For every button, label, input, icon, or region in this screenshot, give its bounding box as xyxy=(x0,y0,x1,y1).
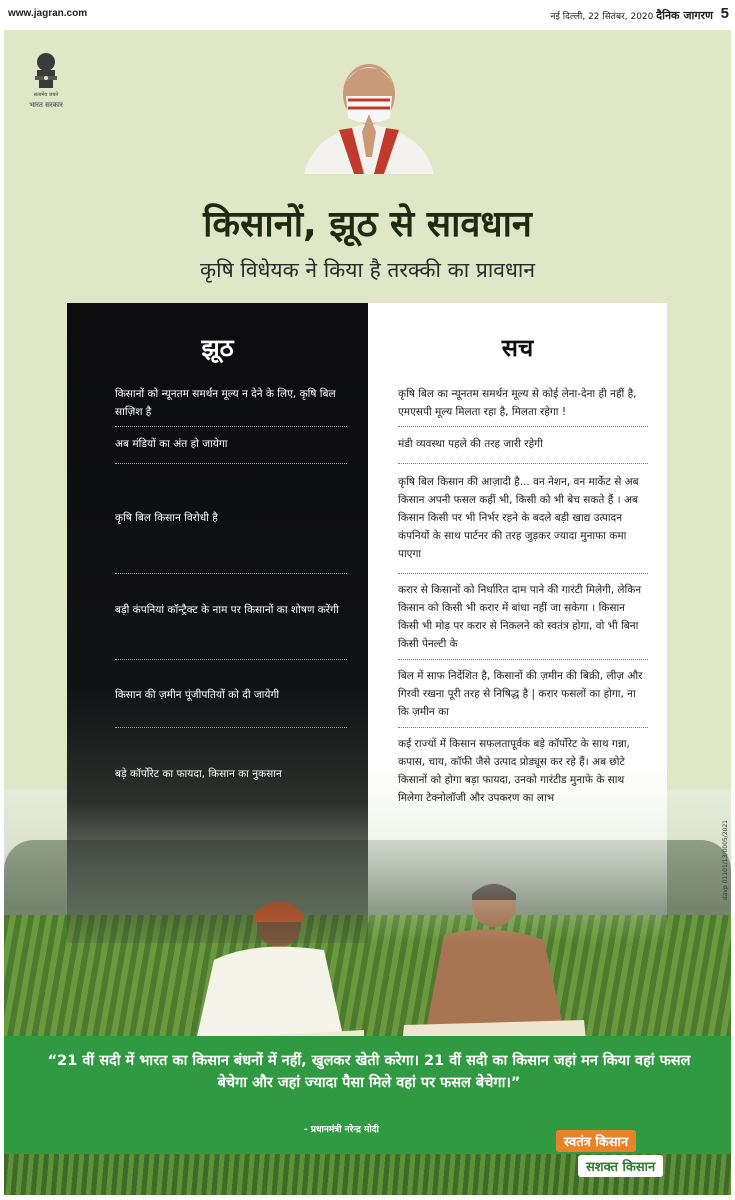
headline: किसानों, झूठ से सावधान xyxy=(203,204,532,245)
paper-name: दैनिक जागरण xyxy=(656,9,713,22)
divider xyxy=(115,573,347,574)
pm-quote: “21 वीं सदी में भारत का किसान बंधनों में नहीं, खुलकर खेती करेगा। 21 वीं सदी का किसान जहां मन किया वहां फसल बेचेगा और जहां ज्यादा पैसा मिले वहां पर फसल बेचेगा।” xyxy=(47,1053,691,1091)
divider xyxy=(398,727,648,728)
lie-item: अब मंडियों का अंत हो जायेगा xyxy=(115,438,228,450)
truth-item: कृषि बिल किसान की आज़ादी है... वन नेशन, वन मार्केट से अब किसान अपनी फसल कहीं भी, किसी को भी बेच सकते हैं । अब किसान किसी पर भी निर्भर रहने के बदले बड़ी खाद्य उत्पादन कंपनियों के साथ पार्टनर की तरह जुड़कर ज्यादा मुनाफा कमा पाएगा xyxy=(398,476,639,560)
divider xyxy=(398,463,648,464)
divider xyxy=(398,659,648,660)
truth-item: बिल में साफ निर्देशित है, किसानों की ज़मीन की बिक्री, लीज़ और गिरवी रखना पूरी तरह से निषिद्ध है | करार फसलों का होगा, ना कि ज़मीन का xyxy=(398,670,643,718)
lie-item: कृषि बिल किसान विरोधी है xyxy=(115,512,218,524)
divider xyxy=(115,659,347,660)
badge-line-1: स्वतंत्र किसान xyxy=(556,1130,636,1152)
divider xyxy=(115,727,347,728)
truth-item: करार से किसानों को निर्धारित दाम पाने की गारंटी मिलेगी, लेकिन किसान को किसी भी करार में बांधा नहीं जा सकेगा । किसान किसी भी मोड़ पर करार से निकलने को स्वतंत्र होगा, वो भी बिना किसी पेनल्टी के xyxy=(398,584,642,650)
truth-item: कई राज्यों में किसान सफलतापूर्वक बड़े कॉर्पोरेट के साथ गन्ना, कपास, चाय, कॉफी जैसे उत्पाद प्रोड्यूस कर रहे हैं। अब छोटे किसानों को होगा बड़ा फायदा, उनको गारंटीड मुनाफे के साथ मिलेगा टेक्नोलॉजी और उपकरण का लाभ xyxy=(398,738,630,804)
badge-line-2: सशक्त किसान xyxy=(578,1155,663,1177)
national-emblem xyxy=(26,52,66,110)
emblem-motto: सत्यमेव जयते xyxy=(33,92,59,98)
campaign-badge xyxy=(556,1130,686,1177)
pm-portrait xyxy=(294,52,444,174)
davp-code: davp 01101/13/0005/2021 xyxy=(722,820,729,901)
truth-item: कृषि बिल का न्यूनतम समर्थन मूल्य से कोई लेना-देना ही नहीं है, एमएसपी मूल्य मिलता रहा है, मिलता रहेगा ! xyxy=(398,388,637,418)
site-url[interactable]: www.jagran.com xyxy=(8,8,88,19)
page-header xyxy=(0,0,735,30)
advertisement xyxy=(4,30,731,1195)
lie-item: किसान की ज़मीन पूंजीपतियों को दी जायेगी xyxy=(115,689,280,701)
divider xyxy=(115,463,347,464)
divider xyxy=(398,426,648,427)
lie-item: बड़े कॉर्पोरेट का फायदा, किसान का नुकसान xyxy=(115,768,282,780)
truth-column-title: सच xyxy=(501,334,534,362)
dateline-text: नई दिल्ली, 22 सितंबर, 2020 xyxy=(550,12,654,22)
divider xyxy=(398,573,648,574)
emblem-govt-label: भारत सरकार xyxy=(29,101,63,109)
truth-item: मंडी व्यवस्था पहले की तरह जारी रहेगी xyxy=(398,438,543,450)
truth-column xyxy=(368,303,667,943)
lie-item: बड़ी कंपनियां कॉन्ट्रैक्ट के नाम पर किसानों का शोषण करेंगी xyxy=(115,604,339,616)
divider xyxy=(115,426,347,427)
myth-vs-fact-panel xyxy=(67,303,667,943)
quote-attribution: - प्रधानमंत्री नरेन्द्र मोदी xyxy=(304,1125,379,1135)
lie-item: किसानों को न्यूनतम समर्थन मूल्य न देने के लिए, कृषि बिल साज़िश है xyxy=(115,388,336,418)
subheadline: कृषि विधेयक ने किया है तरक्की का प्रावधान xyxy=(200,258,535,282)
lion-capital-icon xyxy=(33,52,59,92)
page-number: 5 xyxy=(720,5,729,22)
lie-column-title: झूठ xyxy=(201,334,234,362)
lie-column xyxy=(67,303,368,943)
dateline xyxy=(550,8,713,23)
